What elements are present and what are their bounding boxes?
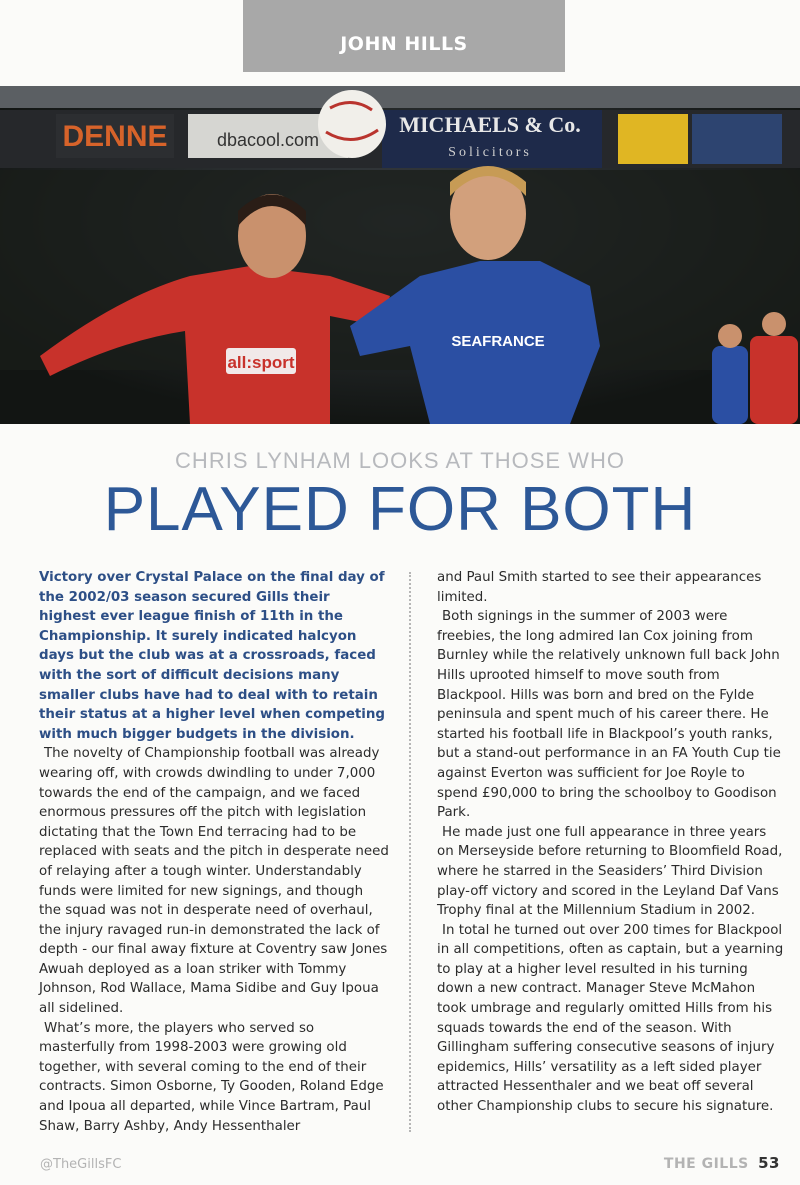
article-paragraph: In total he turned out over 200 times for Blackpool in all competitions, often as captain, but a yearning to play at a higher level resulted in his turning down a new contract. Manager Steve McMahon took umbrage and regularly omitted Hills from his squads towards the end of the season. With Gillingham suffering consecutive seasons of injury epidemics, Hills’ versatility as a left sided player attracted Hessenthaler and we beat off several other Championship clubs to secure his signature. bbox=[437, 922, 784, 1115]
section-tab bbox=[243, 0, 565, 72]
article-paragraph: The novelty of Championship football was already wearing off, with crowds dwindling to under 7,000 towards the end of the campaign, and we faced enormous pressures off the pitch with legislation dictating that the Town End terracing had to be replaced with seats and the pitch in desperate need of relaying after a tough winter. Understandably funds were limited for new signings, and though the squad was not in desperate need of overhaul, the injury ravaged run-in demonstrated the lack of depth - our final away fixture at Coventry saw Jones Awuah deployed as a loan striker with Tommy Johnson, Rod Wallace, Mama Sidibe and Guy Ipoua all sidelined. bbox=[39, 746, 389, 1017]
stand-roof bbox=[0, 86, 800, 108]
football bbox=[318, 90, 386, 158]
article-paragraph: Both signings in the summer of 2003 were freebies, the long admired Ian Cox joining from Burnley while the relatively unknown full back John Hills uprooted himself to move south from Blackpool. Hills was born and bred on the Fylde peninsula and spent much of his career there. He started his football life in Blackpool’s youth ranks, but a stand-out performance in an FA Youth Cup tie against Everton was sufficient for Joe Royle to spend £90,000 to bring the schoolboy to Goodison Park. bbox=[437, 609, 781, 821]
article-headline: PLAYED FOR BOTH bbox=[103, 475, 697, 544]
footer-magazine-name: THE GILLS bbox=[663, 1156, 749, 1172]
article-paragraph: He made just one full appearance in three years on Merseyside before returning to Bloomfield Road, where he starred in the Seasiders’ Third Division play-off victory and scored in the Leyland Daf Vans Trophy final at the Millennium Stadium in 2002. bbox=[437, 824, 783, 919]
article-left-column bbox=[39, 568, 389, 1136]
section-tab-label: JOHN HILLS bbox=[340, 33, 468, 55]
banner-michaels: MICHAELS & Co. bbox=[399, 112, 581, 137]
footer-twitter-handle: @TheGillsFC bbox=[40, 1157, 122, 1172]
column-divider bbox=[409, 572, 411, 1132]
match-photo-illustration bbox=[0, 86, 800, 424]
page-number: 53 bbox=[758, 1154, 780, 1172]
footer-page-label bbox=[664, 1154, 780, 1172]
banner-solicitors: Solicitors bbox=[448, 145, 532, 160]
match-photo bbox=[0, 86, 800, 424]
advertising-hoarding bbox=[0, 110, 800, 168]
banner-dbacool: dbacool.com bbox=[216, 130, 320, 150]
article-right-column bbox=[437, 568, 787, 1117]
article-paragraph: What’s more, the players who served so masterfully from 1998-2003 were growing old together, with several coming to the end of their contracts. Simon Osborne, Ty Gooden, Roland Edge and Ipoua all departed, while Vince Bartram, Paul Shaw, Barry Ashby, Andy Hessenthaler bbox=[39, 1020, 384, 1134]
blue-shirt-sponsor: SEAFRANCE bbox=[451, 333, 545, 350]
banner-denne: DENNE bbox=[62, 120, 168, 153]
article-paragraph: and Paul Smith started to see their appearances limited. bbox=[437, 570, 762, 605]
red-shirt-sponsor: all:sport bbox=[227, 353, 295, 372]
article-kicker: CHRIS LYNHAM LOOKS AT THOSE WHO bbox=[175, 448, 625, 473]
article-intro: Victory over Crystal Palace on the final day of the 2002/03 season secured Gills their highest ever league finish of 11th in the Championship. It surely indicated halcyon days but the club was at a crossroads, faced with the sort of difficult decisions many smaller clubs have had to deal with to retain their status at a higher level when competing with much bigger budgets in the division. bbox=[39, 570, 386, 742]
